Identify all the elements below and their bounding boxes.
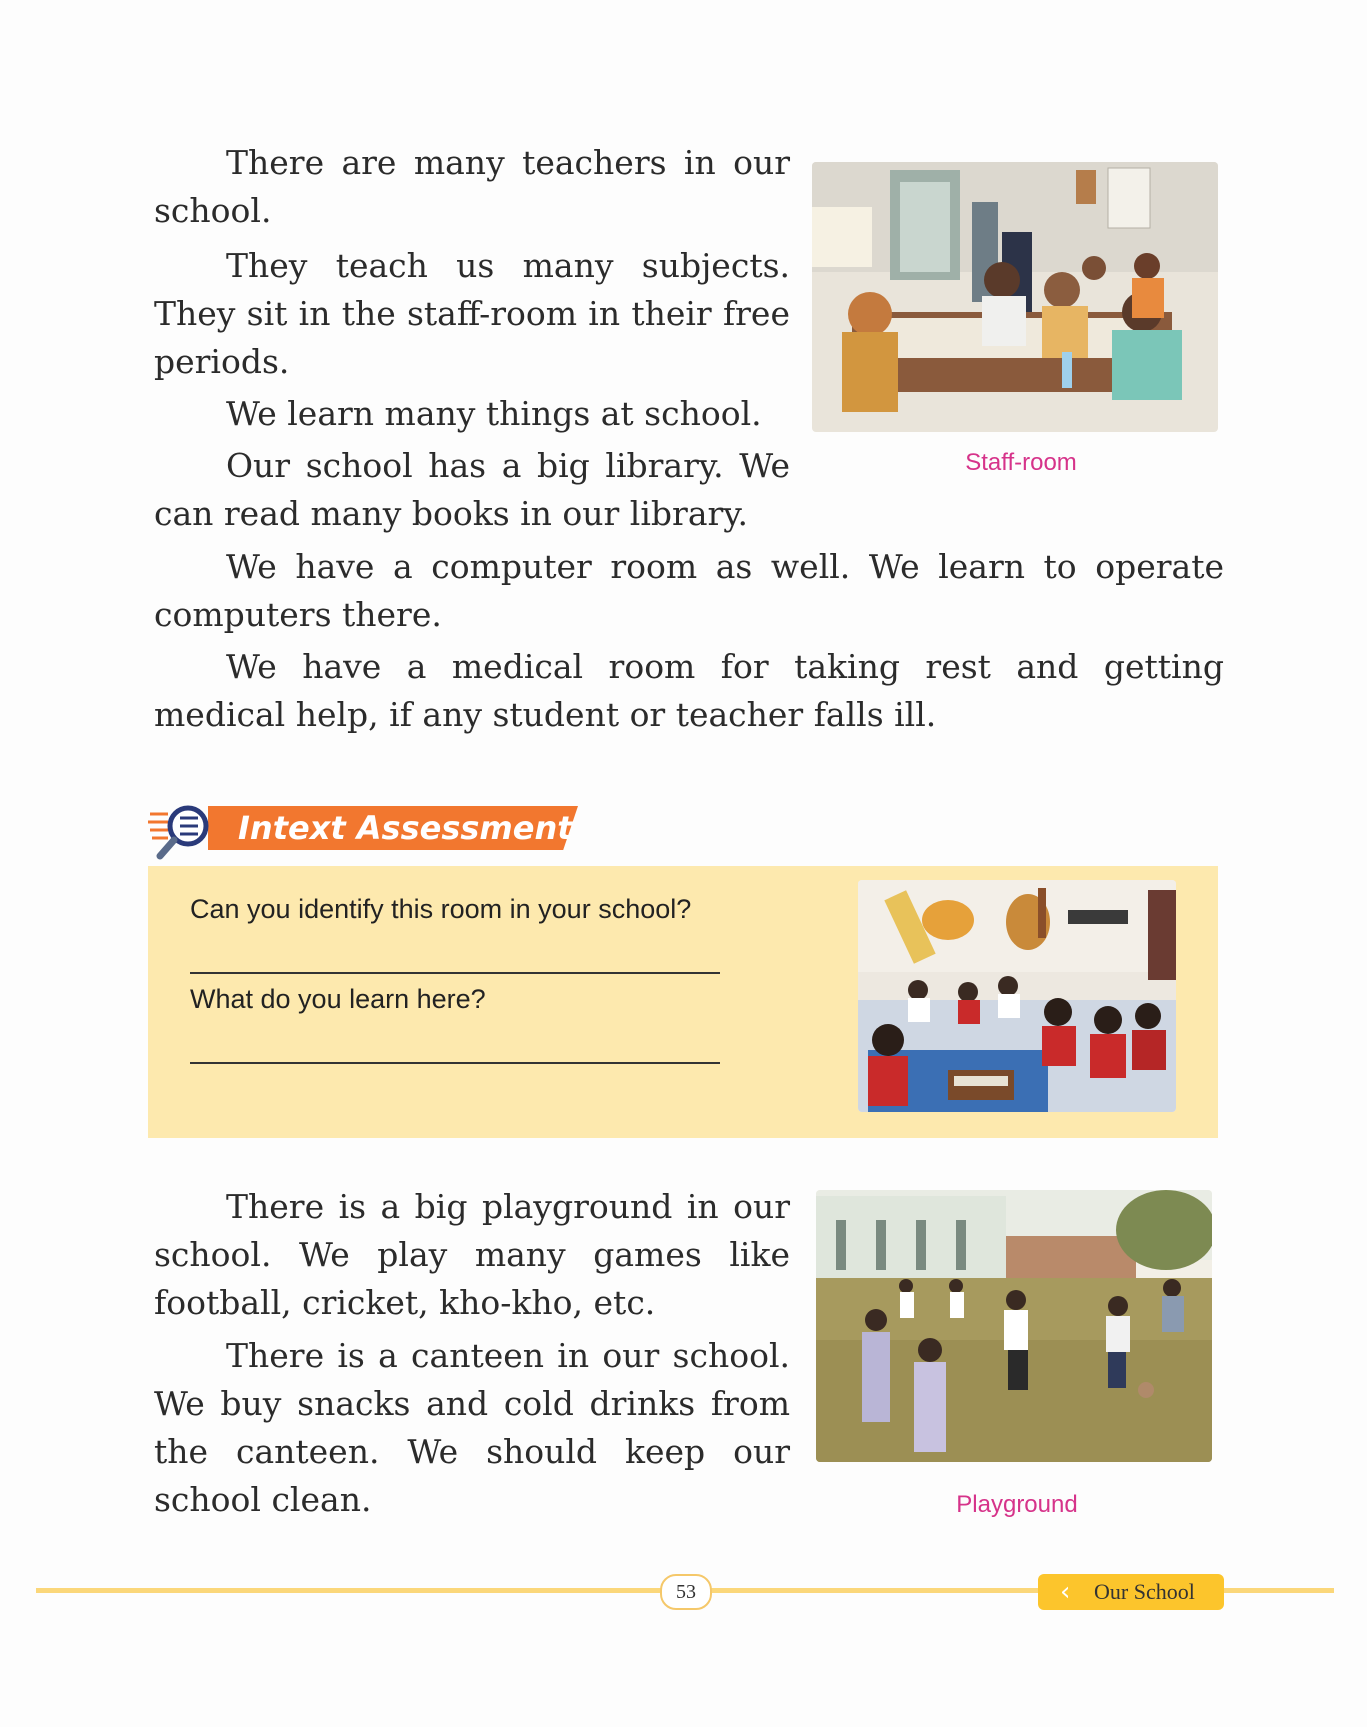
paragraph-playground: There is a big playground in our school. We play many games like football, cricket, kho-kho, etc. xyxy=(154,1187,790,1322)
assessment-box xyxy=(148,866,1218,1138)
paragraph-teachers: There are many teachers in our school. xyxy=(154,143,790,230)
page-number: 53 xyxy=(660,1574,712,1610)
chapter-tab[interactable] xyxy=(1038,1574,1224,1610)
staff-room-photo xyxy=(812,162,1218,432)
banner-title: Intext Assessment xyxy=(238,809,573,847)
paragraph-medical-room: We have a medical room for taking rest and getting medical help, if any student or teacher falls ill. xyxy=(154,647,1224,734)
staff-room-caption: Staff-room xyxy=(965,449,1077,476)
paragraph-library: Our school has a big library. We can read many books in our library. xyxy=(154,446,790,533)
question-what-learn: What do you learn here? xyxy=(190,984,486,1014)
paragraph-computer-room: We have a computer room as well. We learn to operate computers there. xyxy=(154,547,1224,634)
question-identify-room: Can you identify this room in your school? xyxy=(190,894,692,924)
paragraph-canteen: There is a canteen in our school. We buy snacks and cold drinks from the canteen. We should keep our school clean. xyxy=(154,1336,790,1519)
answer-line-2[interactable] xyxy=(190,1062,720,1064)
paragraph-subjects: They teach us many subjects. They sit in the staff-room in their free periods. xyxy=(154,246,790,381)
playground-photo xyxy=(816,1190,1212,1462)
paragraph-learn: We learn many things at school. xyxy=(226,394,762,433)
chapter-label: Our School xyxy=(1094,1579,1195,1604)
intext-assessment-banner xyxy=(148,800,578,856)
magnifier-checklist-icon xyxy=(148,800,218,860)
answer-line-1[interactable] xyxy=(190,972,720,974)
music-room-photo xyxy=(858,880,1176,1112)
chevron-left-icon: ‹ xyxy=(1060,1577,1071,1607)
playground-caption: Playground xyxy=(956,1491,1078,1518)
